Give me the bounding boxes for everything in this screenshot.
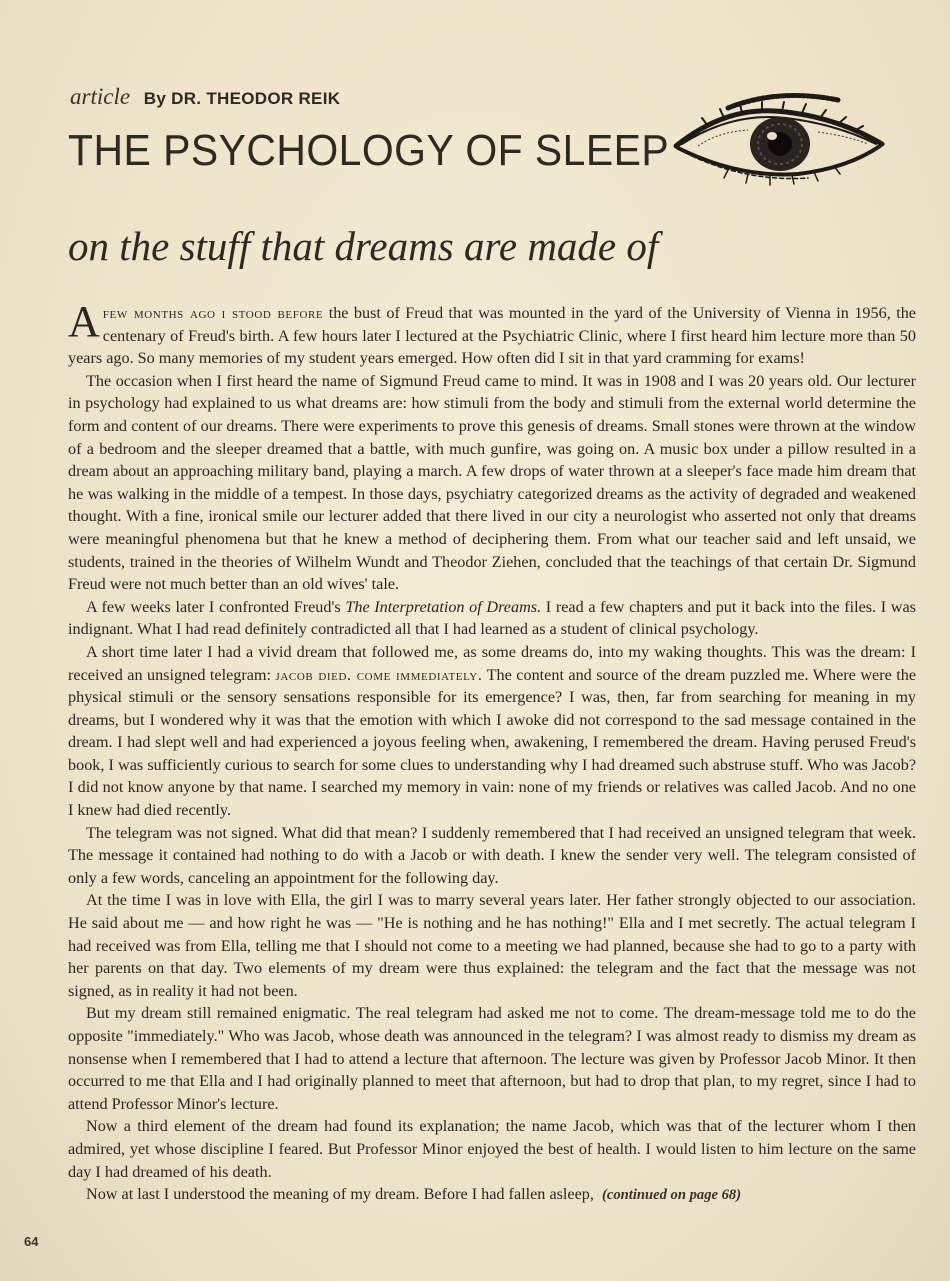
body-paragraph bbox=[68, 596, 916, 641]
body-paragraph: But my dream still remained enigmatic. The real telegram had asked me not to come. The dream-message told me to do the opposite "immediately." Who was Jacob, whose death was announced in the telegram? I was almost ready to dismiss my dream as nonsense when I remembered that I had to attend a lecture that afternoon. The lecture was given by Professor Jacob Minor. It then occurred to me that Ella and I had originally planned to meet that afternoon, but had to drop that plan, to my regret, since I had to attend Professor Minor's lecture. bbox=[68, 1004, 916, 1113]
body-paragraph: The telegram was not signed. What did that mean? I suddenly remembered that I had received an unsigned telegram that week. The message it contained had nothing to do with a Jacob or with death. I knew the sender very well. The telegram consisted of only a few words, canceling an appointment for the following day. bbox=[68, 823, 916, 887]
paragraph-text: The content and source of the dream puzzled me. Where were the physical stimuli or the sensory sensations responsible for its emergence? I was, then, far from searching for meaning in my dreams, but I wondered why it was that the emotion with which I awoke did not correspond to the sad message contained in the dream. I had slept well and had experienced a joyous feeling when, awakening, I remembered the dream. Having perused Freud's book, I was sufficiently curious to search for some clues to understanding why I had dreamed such abstruse stuff. Who was Jacob? I did not know anyone by that name. I searched my memory in vain: none of my friends or relatives was called Jacob. And no one I knew had died recently. bbox=[68, 665, 916, 820]
body-paragraph bbox=[68, 641, 916, 822]
page-number: 64 bbox=[24, 1234, 39, 1249]
body-paragraph: Now a third element of the dream had found its explanation; the name Jacob, which was that of the lecturer whom I then admired, yet whose discipline I feared. But Professor Minor enjoyed the best of health. I would listen to him lecture on the same day I had dreamed of his death. bbox=[68, 1117, 916, 1181]
author-byline: By DR. THEODOR REIK bbox=[143, 89, 341, 108]
article-body bbox=[68, 297, 916, 1207]
body-paragraph: The occasion when I first heard the name of Sigmund Freud came to mind. It was in 1908 and I was 20 years old. Our lecturer in psychology had explained to us what dreams are: how stimuli from the body and stimuli from the external world determine the form and content of our dreams. There were experiments to prove this genesis of dreams. Small stones were thrown at the window of a bedroom and the sleeper dreamed that a battle, with much gunfire, was going on. A music box under a pillow resulted in a dream about an approaching military band, playing a march. A few drops of water thrown at a sleeper's face made him dream that he was walking in the middle of a tempest. In those days, psychiatry categorized dreams as the activity of degraded and weakened thought. With a fine, ironical smile our lecturer added that there lived in our city a neurologist who asserted not only that dreams were meaningful phenomena but that he knew a method of deciphering them. From what our teacher said and left unsaid, we students, trained in the theories of Wilhelm Wundt and Theodor Ziehen, concluded that the teachings of that certain Dr. Sigmund Freud were not much better than an old wives' tale. bbox=[68, 371, 916, 594]
telegram-text: jacob died. come immediately. bbox=[275, 665, 483, 684]
article-headline: THE PSYCHOLOGY OF SLEEP bbox=[68, 126, 670, 175]
paragraph-text: I read a few chapters and put it back into the files. I was indignant. What I had read definitely contradicted all that I had learned as a student of clinical psychology. bbox=[68, 597, 916, 639]
body-paragraph: At the time I was in love with Ella, the girl I was to marry several years later. Her father strongly objected to our association. He said about me — and how right he was — "He is nothing and he has nothing!" Ella and I met secretly. The actual telegram I had received was from Ella, telling me that I should not come to a meeting we had planned, because she had to go to a party with her parents on that day. Two elements of my dream were thus explained: the telegram and the fact that the message was not signed, as in reality it had not been. bbox=[68, 891, 916, 1000]
body-paragraph bbox=[68, 297, 916, 370]
article-kicker bbox=[70, 84, 340, 110]
section-label: article bbox=[70, 84, 131, 109]
paragraph-text: A few weeks later I confronted Freud's bbox=[86, 597, 346, 616]
paragraph-text: the bust of Freud that was mounted in the yard of the University of Vienna in 1956, the centenary of Freud's birth. A few hours later I lectured at the Psychiatric Clinic, where I first heard him lecture more than 50 years ago. So many memories of my student years emerged. How often did I sit in that yard cramming for exams! bbox=[68, 304, 916, 368]
book-title: The Interpretation of Dreams. bbox=[345, 597, 542, 616]
drop-cap: A bbox=[68, 297, 100, 346]
eye-icon bbox=[668, 86, 890, 190]
article-subtitle: on the stuff that dreams are made of bbox=[68, 223, 659, 269]
lead-in-text: few months ago i stood before bbox=[102, 304, 324, 322]
continued-link[interactable]: (continued on page 68) bbox=[602, 1187, 742, 1204]
body-paragraph bbox=[68, 1183, 916, 1207]
paragraph-text: Now at last I understood the meaning of my dream. Before I had fallen asleep, bbox=[86, 1185, 594, 1204]
paragraph-text: A short time later I had a vivid dream that followed me, as some dreams do, into my waking thoughts. This was the dream: I received an unsigned telegram: bbox=[68, 642, 916, 684]
